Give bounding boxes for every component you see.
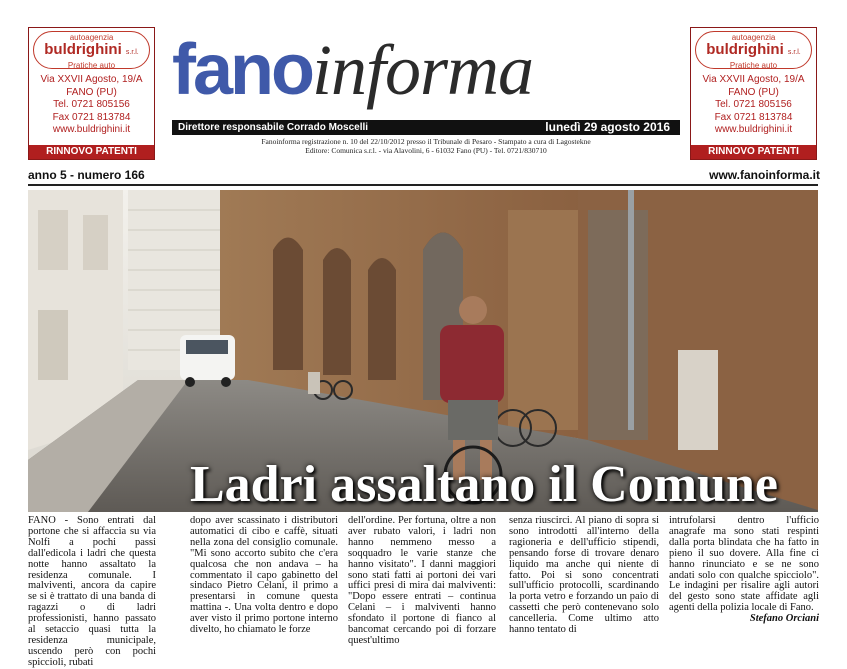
issue-number: anno 5 - numero 166: [28, 168, 145, 182]
ad-phone: Tel. 0721 805156: [53, 99, 130, 111]
ad-address: Via XXVII Agosto, 19/A: [702, 74, 805, 85]
ad-banner: RINNOVO PATENTI: [29, 145, 154, 159]
ad-subtagline: Pratiche auto: [67, 61, 116, 70]
headline: Ladri assaltano il Comune: [190, 456, 778, 513]
ad-phone: Tel. 0721 805156: [715, 99, 792, 111]
article-text: FANO - Sono entrati dal portone che si affaccia su via Nolfi a pochi passi dall'edicola i ladri che questa notte hanno assaltato la residenza comunale. I malviventi, ancora da capire se si è trattato di una banda di ragazzi o di ladri professionisti, hanno passato al setaccio quasi tutta la residenza municipale, uscendo però con pochi spiccioli, rubati: [28, 515, 156, 668]
website-link[interactable]: www.fanoinforma.it: [709, 168, 820, 182]
article-column-3: [348, 515, 496, 646]
article-text: dopo aver scassinato i distributori automatici di cibo e caffè, situati nella zona del consiglio comunale. "Mi sono accorto subito che c'era qualcosa che non andava – ha commentato il capo gabinetto del sindaco Pietro Celani, il primo a presentarsi in comune questa mattina -. Una volta dentro e dopo aver visto il primo portone interno divelto, ho chiamato le forze: [190, 515, 338, 636]
director-name: Direttore responsabile Corrado Moscelli: [178, 122, 369, 133]
director-bar: [172, 120, 680, 135]
article-text: dell'ordine. Per fortuna, oltre a non aver rubato valori, i ladri non hanno nemmeno messo a soqquadro le varie stanze che hanno visitato". I danni maggiori sono stati fatti ai portoni dei vari uffici presi di mira dai malviventi: "Dopo essere entrati – continua Celani – i malviventi hanno sfondato il portone di fianco al bancomat cercando poi di forzare quest'ultimo: [348, 515, 496, 646]
byline: Stefano Orciani: [749, 613, 819, 625]
ad-fax: Fax 0721 813784: [52, 111, 131, 123]
ad-banner: RINNOVO PATENTI: [691, 145, 816, 159]
ad-website-link[interactable]: www.buldrighini.it: [52, 124, 131, 136]
masthead-informa: informa: [311, 30, 534, 110]
issue-date: lunedì 29 agosto 2016: [545, 120, 670, 134]
ad-logo: [33, 31, 150, 69]
article-column-1: [28, 515, 156, 668]
article-column-4: [509, 516, 659, 639]
masthead-fano: fano: [172, 30, 312, 110]
article-text: senza riuscirci. Al piano di sopra si sono introdotti all'interno della ragioneria e dell'ufficio stipendi, pensando forse di trovare denaro liquido ma anche qui niente di fatto. Poi si sono concentrati sull'ufficio protocolli, scardinando la porta vetro e forzando un paio di cassetti che però contenevano solo cancelleria. Come ultimo atto hanno tentato di: [509, 515, 659, 636]
ad-brand: buldrighini s.r.l.: [706, 41, 801, 58]
ad-city: FANO (PU): [728, 86, 779, 98]
advertisement-right[interactable]: [690, 27, 817, 160]
ad-brand: buldrighini s.r.l.: [44, 41, 139, 58]
ad-address: Via XXVII Agosto, 19/A: [40, 74, 143, 85]
ad-website-link[interactable]: www.buldrighini.it: [714, 124, 793, 136]
masthead-logo: [172, 22, 677, 122]
article-text: intrufolarsi dentro l'ufficio anagrafe ma sono stati respinti dalla porta blindata che ha fatto in pieno il suo dovere. Alla fine ci hanno rinunciato e se ne sono andati solo con qualche spicciolo". Le indagini per risalire agli autori del gesto sono state affidate agli agenti della polizia locale di Fano.: [669, 515, 819, 614]
ad-fax: Fax 0721 813784: [714, 111, 793, 123]
ad-subtagline: Pratiche auto: [729, 61, 778, 70]
publisher-line: Editore: Comunica s.r.l. - via Alavolini, 6 - 61032 Fano (PU) - Tel. 0721/830710: [305, 146, 547, 155]
article-column-5: [669, 516, 819, 639]
ad-contact: [29, 74, 154, 137]
article-column-2: [190, 516, 338, 639]
ad-city: FANO (PU): [66, 86, 117, 98]
ad-tagline: autoagenzia: [69, 33, 114, 42]
ad-tagline: autoagenzia: [731, 33, 776, 42]
registration-line: Fanoinforma registrazione n. 10 del 22/10/2012 presso il Tribunale di Pesaro - Stampato a cura di Lagostekne: [261, 137, 591, 146]
advertisement-left[interactable]: [28, 27, 155, 160]
divider: [28, 184, 818, 186]
ad-logo: [695, 31, 812, 69]
ad-contact: [691, 74, 816, 137]
